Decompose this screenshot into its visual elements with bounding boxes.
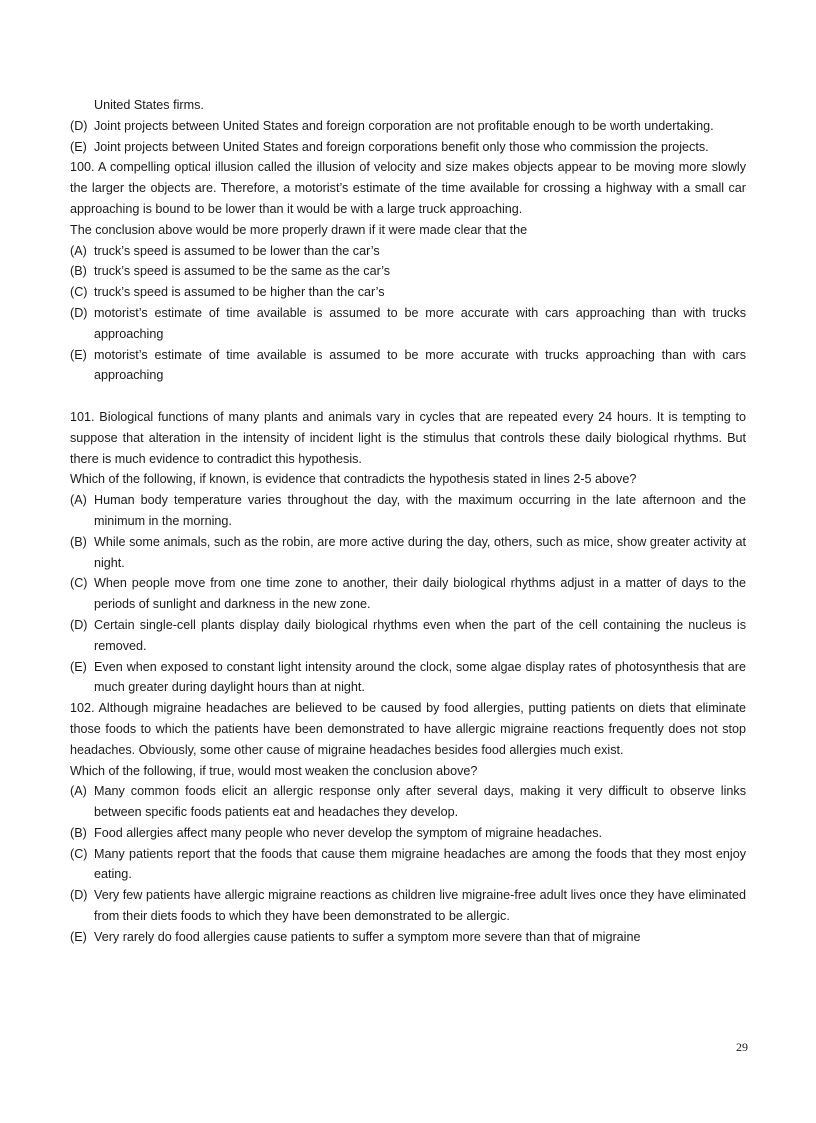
option-item — [70, 927, 746, 948]
option-item — [70, 532, 746, 574]
q101-stem: 101. Biological functions of many plants and animals vary in cycles that are repeated every 24 hours. It is tempting to suppose that alteration in the intensity of incident light is the stimulus that controls these daily biological rhythms. But there is much evidence to contradict this hypothesis. — [70, 409, 746, 466]
option-item — [70, 261, 746, 282]
option-item — [70, 823, 746, 844]
option-text: When people move from one time zone to another, their daily biological rhythms adjust in a matter of days to the periods of sunlight and darkness in the new zone. — [94, 576, 746, 612]
q102-question: Which of the following, if true, would most weaken the conclusion above? — [70, 763, 478, 778]
option-label: (B) — [70, 264, 87, 279]
option-label: (C) — [70, 285, 88, 300]
option-text: Human body temperature varies throughout the day, with the maximum occurring in the late afternoon and the minimum in the morning. — [94, 493, 746, 528]
option-text: motorist’s estimate of time available is assumed to be more accurate with trucks approaching than with cars approaching — [94, 347, 746, 383]
spacer — [70, 386, 746, 407]
page-number: 29 — [736, 1040, 748, 1054]
q100-stem: 100. A compelling optical illusion called the illusion of velocity and size makes objects appear to be moving more slowly the larger the objects are. Therefore, a motorist’s estimate of the time available for crossing a highway with a small car approaching is bound to be lower than it would be with a large truck approaching. — [70, 160, 746, 216]
option-item — [70, 844, 746, 886]
option-text: motorist’s estimate of time available is assumed to be more accurate with cars approaching than with trucks approaching — [94, 305, 746, 341]
option-text: truck’s speed is assumed to be the same as the car’s — [94, 264, 391, 279]
option-label: (D) — [70, 617, 88, 632]
option-text: Certain single-cell plants display daily biological rhythms even when the part of the cell containing the nucleus is removed. — [94, 617, 746, 653]
option-text: Many common foods elicit an allergic response only after several days, making it very difficult to observe links between specific foods patients eat and headaches they develop. — [94, 784, 746, 820]
option-item — [70, 282, 746, 303]
continuation-text: United States firms. — [94, 98, 204, 112]
option-label: (E) — [70, 929, 87, 944]
option-text: Food allergies affect many people who never develop the symptom of migraine headaches. — [94, 825, 603, 840]
option-label: (E) — [70, 347, 87, 362]
option-label: (D) — [70, 118, 88, 133]
option-label: (D) — [70, 305, 88, 320]
option-text: truck’s speed is assumed to be lower than the car’s — [94, 243, 380, 258]
option-item — [70, 303, 746, 345]
option-label: (A) — [70, 493, 87, 508]
option-label: (D) — [70, 888, 88, 903]
option-item — [70, 573, 746, 615]
option-item — [70, 345, 746, 387]
option-label: (C) — [70, 576, 88, 591]
option-item — [70, 490, 746, 532]
option-item — [70, 241, 746, 262]
option-item — [70, 137, 746, 158]
option-label: (E) — [70, 139, 87, 154]
option-item — [70, 885, 746, 927]
option-text: Very few patients have allergic migraine reactions as children live migraine-free adult lives once they have eliminated from their diets foods to which they have been demonstrated to be allergic. — [94, 888, 746, 924]
option-text: While some animals, such as the robin, are more active during the day, others, such as mice, show greater activity at night. — [94, 534, 746, 570]
q101-question: Which of the following, if known, is evidence that contradicts the hypothesis stated in lines 2-5 above? — [70, 472, 637, 487]
option-label: (B) — [70, 534, 87, 549]
option-item — [70, 657, 746, 699]
option-label: (A) — [70, 243, 87, 258]
option-label: (A) — [70, 784, 87, 799]
option-label: (C) — [70, 846, 88, 861]
q102-stem: 102. Although migraine headaches are believed to be caused by food allergies, putting patients on diets that eliminate those foods to which the patients have been demonstrated to have allergic migraine reactions frequently does not stop headaches. Obviously, some other cause of migraine headaches besides food allergies much exist. — [70, 701, 746, 757]
option-item — [70, 116, 746, 137]
option-label: (B) — [70, 825, 87, 840]
option-label: (E) — [70, 659, 87, 674]
option-text: Many patients report that the foods that cause them migraine headaches are among the foods that they most enjoy eating. — [94, 846, 746, 882]
document-page — [70, 95, 746, 948]
q100-question: The conclusion above would be more properly drawn if it were made clear that the — [70, 222, 528, 237]
option-text: truck’s speed is assumed to be higher than the car’s — [94, 285, 385, 300]
option-text: Joint projects between United States and foreign corporation are not profitable enough to be worth undertaking. — [94, 118, 714, 133]
option-text: Very rarely do food allergies cause patients to suffer a symptom more severe than that of migraine — [94, 929, 641, 944]
option-text: Even when exposed to constant light intensity around the clock, some algae display rates of photosynthesis that are much greater during daylight hours than at night. — [94, 659, 746, 695]
option-text: Joint projects between United States and foreign corporations benefit only those who commission the projects. — [94, 139, 709, 154]
option-item — [70, 615, 746, 657]
option-item — [70, 781, 746, 823]
